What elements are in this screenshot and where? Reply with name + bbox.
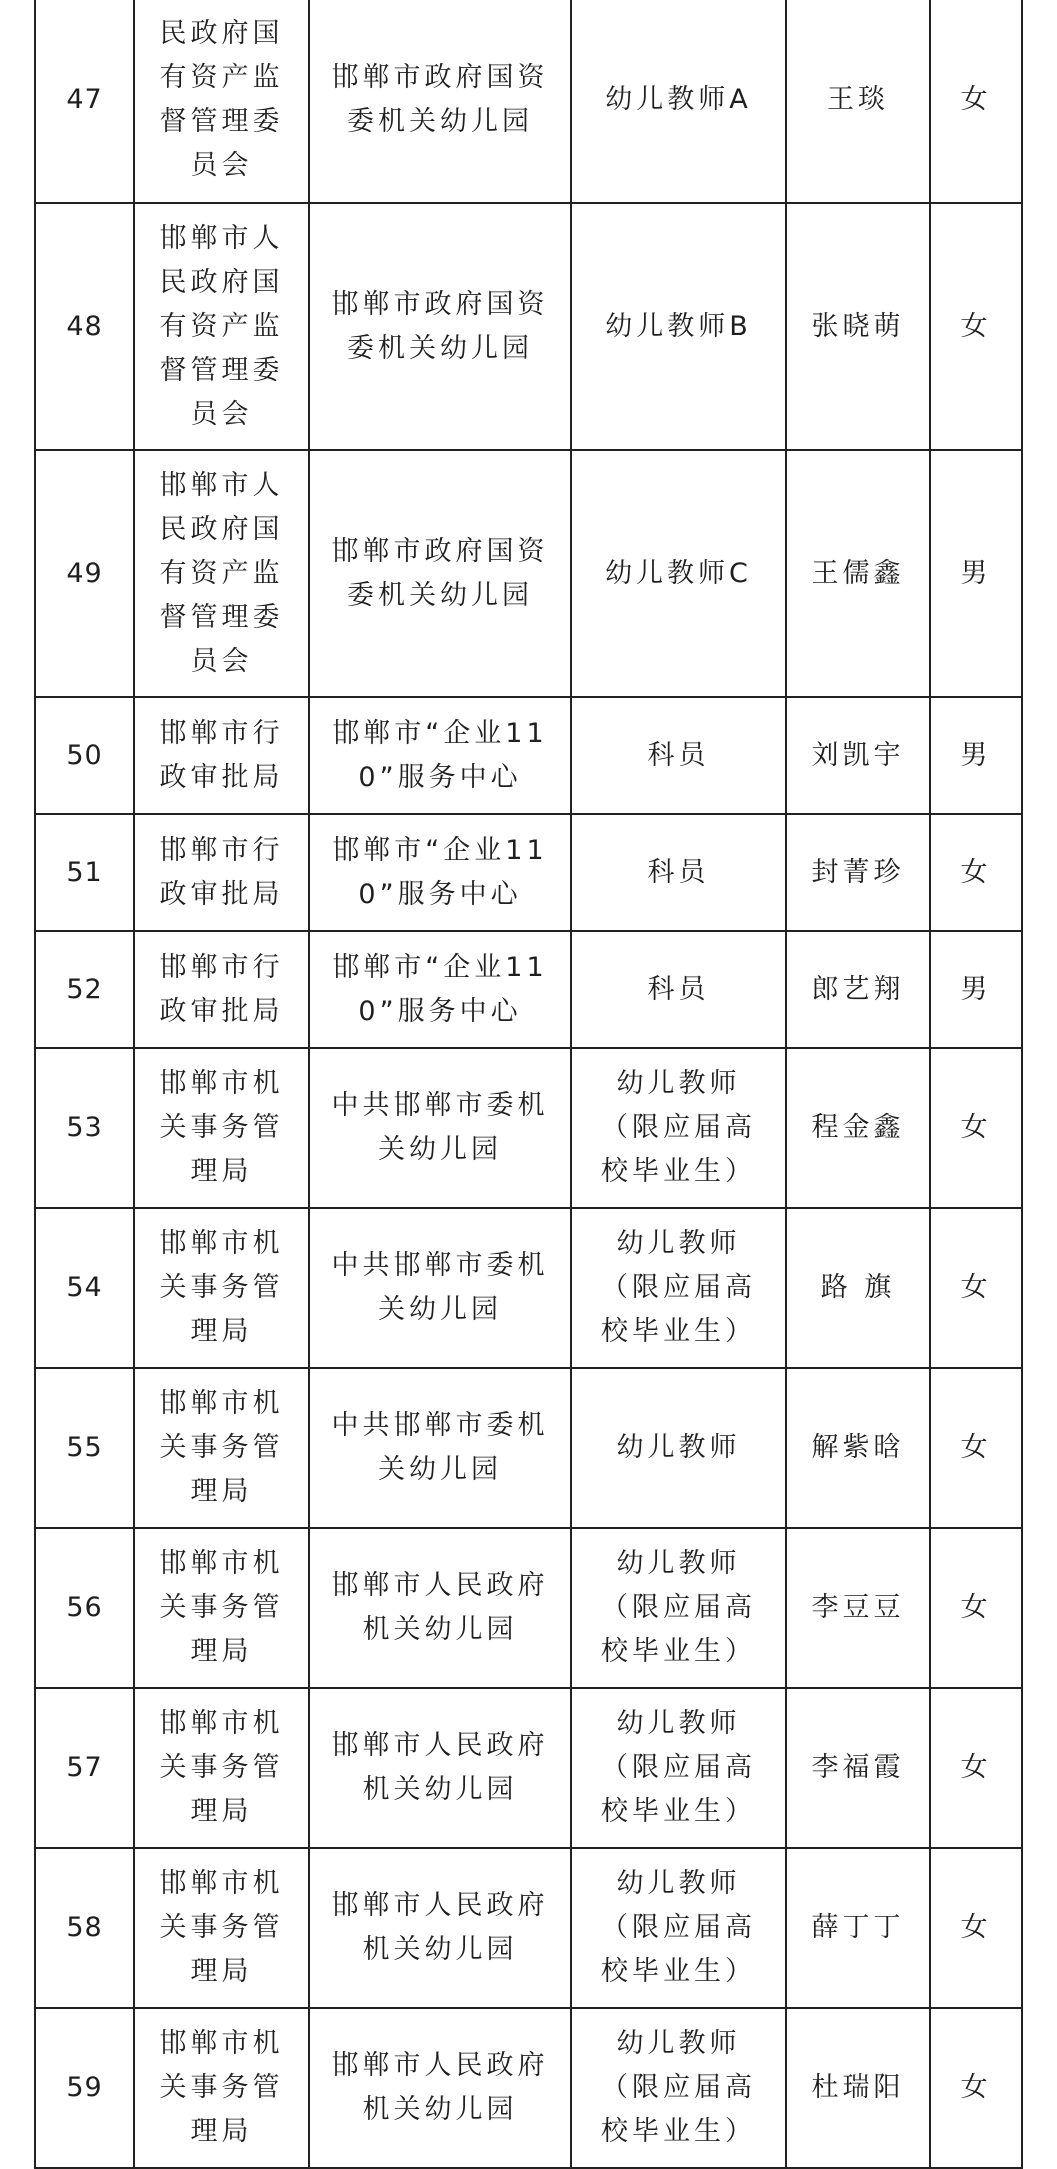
table-row xyxy=(35,931,1022,1048)
position: 幼儿教师（限应届高校毕业生） xyxy=(571,1528,786,1688)
position: 幼儿教师A xyxy=(571,0,786,203)
row-number: 48 xyxy=(35,203,134,450)
table-row xyxy=(35,1048,1022,1208)
position: 幼儿教师C xyxy=(571,450,786,697)
table-row xyxy=(35,1848,1022,2008)
personnel-table xyxy=(34,0,1023,2169)
candidate-name: 王儒鑫 xyxy=(786,450,930,697)
gender: 女 xyxy=(930,1688,1022,1848)
table-row xyxy=(35,1368,1022,1528)
table-row xyxy=(35,203,1022,450)
gender: 女 xyxy=(930,814,1022,931)
table-row xyxy=(35,1688,1022,1848)
candidate-name: 程金鑫 xyxy=(786,1048,930,1208)
department: 邯郸市机关事务管理局 xyxy=(134,1048,309,1208)
row-number: 47 xyxy=(35,0,134,203)
table-row xyxy=(35,1528,1022,1688)
department: 邯郸市机关事务管理局 xyxy=(134,1848,309,2008)
employing-unit: 邯郸市政府国资委机关幼儿园 xyxy=(309,203,571,450)
candidate-name: 杜瑞阳 xyxy=(786,2008,930,2168)
gender: 女 xyxy=(930,203,1022,450)
candidate-name: 张晓萌 xyxy=(786,203,930,450)
gender: 女 xyxy=(930,2008,1022,2168)
gender: 男 xyxy=(930,931,1022,1048)
position: 幼儿教师（限应届高校毕业生） xyxy=(571,1848,786,2008)
table-row xyxy=(35,814,1022,931)
gender: 女 xyxy=(930,1368,1022,1528)
employing-unit: 邯郸市政府国资委机关幼儿园 xyxy=(309,450,571,697)
candidate-name: 李豆豆 xyxy=(786,1528,930,1688)
department: 邯郸市人民政府国有资产监督管理委员会 xyxy=(134,450,309,697)
position: 幼儿教师（限应届高校毕业生） xyxy=(571,1688,786,1848)
department: 邯郸市机关事务管理局 xyxy=(134,1368,309,1528)
candidate-name: 郎艺翔 xyxy=(786,931,930,1048)
department: 邯郸市行政审批局 xyxy=(134,814,309,931)
position: 科员 xyxy=(571,814,786,931)
department: 民政府国有资产监督管理委员会 xyxy=(134,0,309,203)
row-number: 53 xyxy=(35,1048,134,1208)
candidate-name: 封菁珍 xyxy=(786,814,930,931)
department: 邯郸市行政审批局 xyxy=(134,931,309,1048)
candidate-name: 刘凯宇 xyxy=(786,697,930,814)
employing-unit: 邯郸市人民政府机关幼儿园 xyxy=(309,2008,571,2168)
candidate-name: 李福霞 xyxy=(786,1688,930,1848)
position: 幼儿教师 xyxy=(571,1368,786,1528)
table-row xyxy=(35,2008,1022,2168)
row-number: 51 xyxy=(35,814,134,931)
table-row xyxy=(35,697,1022,814)
candidate-name: 路 旗 xyxy=(786,1208,930,1368)
row-number: 57 xyxy=(35,1688,134,1848)
gender: 女 xyxy=(930,1528,1022,1688)
employing-unit: 中共邯郸市委机关幼儿园 xyxy=(309,1048,571,1208)
employing-unit: 邯郸市人民政府机关幼儿园 xyxy=(309,1528,571,1688)
gender: 女 xyxy=(930,0,1022,203)
employing-unit: 邯郸市“企业110”服务中心 xyxy=(309,931,571,1048)
department: 邯郸市机关事务管理局 xyxy=(134,1528,309,1688)
table-row xyxy=(35,0,1022,203)
position: 幼儿教师（限应届高校毕业生） xyxy=(571,1048,786,1208)
employing-unit: 邯郸市政府国资委机关幼儿园 xyxy=(309,0,571,203)
employing-unit: 邯郸市人民政府机关幼儿园 xyxy=(309,1848,571,2008)
gender: 女 xyxy=(930,1048,1022,1208)
position: 科员 xyxy=(571,931,786,1048)
candidate-name: 薛丁丁 xyxy=(786,1848,930,2008)
candidate-name: 解紫晗 xyxy=(786,1368,930,1528)
department: 邯郸市行政审批局 xyxy=(134,697,309,814)
table-row xyxy=(35,450,1022,697)
row-number: 58 xyxy=(35,1848,134,2008)
department: 邯郸市机关事务管理局 xyxy=(134,2008,309,2168)
table-row xyxy=(35,1208,1022,1368)
row-number: 59 xyxy=(35,2008,134,2168)
department: 邯郸市机关事务管理局 xyxy=(134,1208,309,1368)
position: 幼儿教师（限应届高校毕业生） xyxy=(571,2008,786,2168)
employing-unit: 邯郸市人民政府机关幼儿园 xyxy=(309,1688,571,1848)
gender: 男 xyxy=(930,450,1022,697)
position: 幼儿教师B xyxy=(571,203,786,450)
candidate-name: 王琰 xyxy=(786,0,930,203)
department: 邯郸市机关事务管理局 xyxy=(134,1688,309,1848)
row-number: 54 xyxy=(35,1208,134,1368)
department: 邯郸市人民政府国有资产监督管理委员会 xyxy=(134,203,309,450)
row-number: 50 xyxy=(35,697,134,814)
row-number: 49 xyxy=(35,450,134,697)
employing-unit: 中共邯郸市委机关幼儿园 xyxy=(309,1208,571,1368)
row-number: 55 xyxy=(35,1368,134,1528)
row-number: 56 xyxy=(35,1528,134,1688)
gender: 女 xyxy=(930,1208,1022,1368)
position: 科员 xyxy=(571,697,786,814)
employing-unit: 邯郸市“企业110”服务中心 xyxy=(309,814,571,931)
employing-unit: 邯郸市“企业110”服务中心 xyxy=(309,697,571,814)
employing-unit: 中共邯郸市委机关幼儿园 xyxy=(309,1368,571,1528)
gender: 男 xyxy=(930,697,1022,814)
position: 幼儿教师（限应届高校毕业生） xyxy=(571,1208,786,1368)
gender: 女 xyxy=(930,1848,1022,2008)
row-number: 52 xyxy=(35,931,134,1048)
